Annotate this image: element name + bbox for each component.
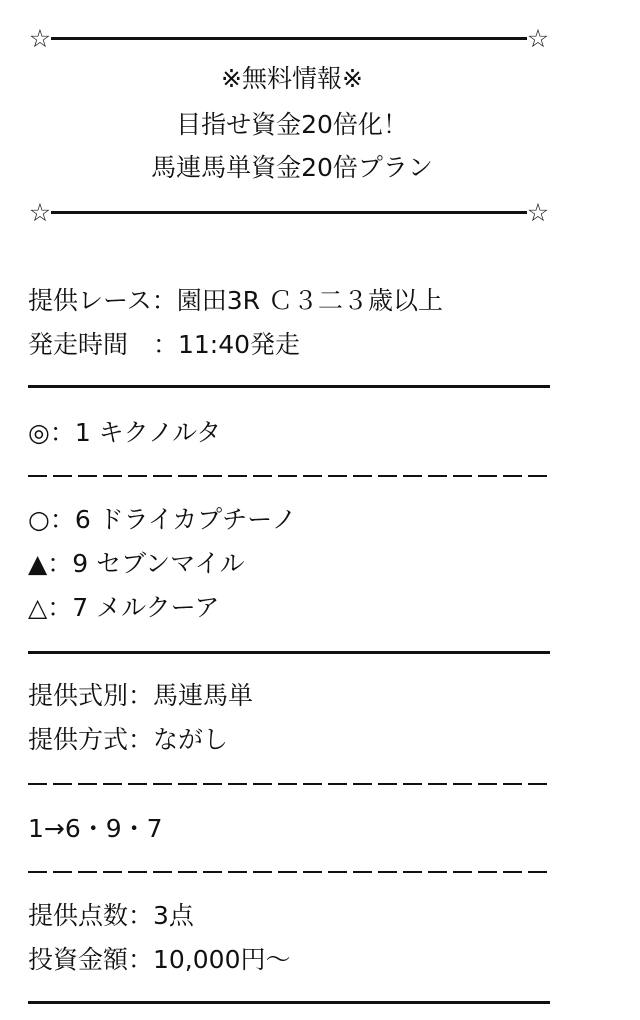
pick-taikou: ○：6 ドライカプチーノ bbox=[28, 505, 297, 534]
race-info: 提供レース：園田3R Ｃ３二３歳以上 bbox=[28, 286, 443, 315]
bet-amount: 投資金額：10,000円〜 bbox=[28, 945, 291, 974]
bet-combination: 1→6・9・7 bbox=[28, 814, 163, 843]
dashed-divider bbox=[28, 466, 550, 486]
pick-tanana: ▲：9 セブンマイル bbox=[28, 549, 245, 578]
divider-line bbox=[51, 211, 527, 214]
star-icon: ☆ bbox=[28, 24, 52, 53]
free-info-label: ※無料情報※ bbox=[221, 64, 363, 93]
top-star-divider bbox=[27, 24, 551, 54]
pick-renka: △：7 メルクーア bbox=[28, 593, 220, 622]
solid-divider bbox=[28, 651, 550, 654]
star-icon: ☆ bbox=[526, 198, 550, 227]
star-icon: ☆ bbox=[28, 198, 52, 227]
bet-points: 提供点数：3点 bbox=[28, 901, 194, 930]
post-time: 発走時間 ：11:40発走 bbox=[28, 330, 301, 359]
star-icon: ☆ bbox=[526, 24, 550, 53]
solid-divider bbox=[28, 385, 550, 388]
bet-method: 提供方式：ながし bbox=[28, 725, 229, 754]
solid-divider bbox=[28, 1001, 550, 1004]
dashed-divider bbox=[28, 862, 550, 882]
pick-honmei: ◎：1 キクノルタ bbox=[28, 418, 222, 447]
dashed-divider bbox=[28, 774, 550, 794]
headline-goal: 目指せ資金20倍化！ bbox=[176, 110, 408, 139]
bet-type: 提供式別：馬連馬単 bbox=[28, 681, 254, 710]
divider-line bbox=[51, 37, 527, 40]
headline-plan: 馬連馬単資金20倍プラン bbox=[151, 153, 433, 182]
bottom-star-divider bbox=[27, 198, 551, 228]
